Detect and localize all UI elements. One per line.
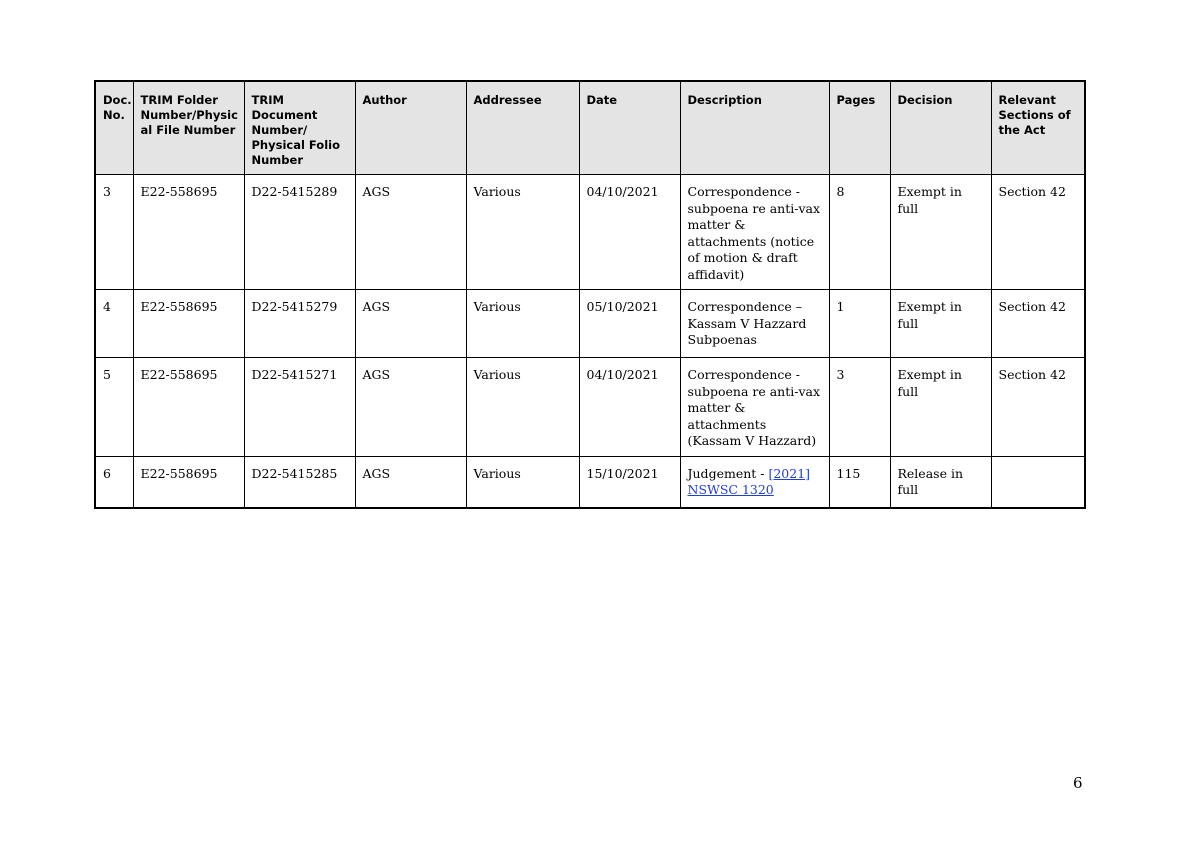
- cell-trim-document: D22-5415285: [244, 456, 355, 508]
- cell-trim-folder: E22-558695: [133, 290, 244, 358]
- cell-doc-no: 6: [95, 456, 133, 508]
- cell-trim-folder: E22-558695: [133, 358, 244, 457]
- cell-description: Correspondence - subpoena re anti-vax matter & attachments (Kassam V Hazzard): [680, 358, 829, 457]
- cell-date: 15/10/2021: [579, 456, 680, 508]
- cell-pages: 115: [829, 456, 890, 508]
- table-header-row: [95, 81, 1085, 175]
- cell-addressee: Various: [466, 175, 579, 290]
- cell-description: Correspondence – Kassam V Hazzard Subpoenas: [680, 290, 829, 358]
- cell-doc-no: 5: [95, 358, 133, 457]
- cell-doc-no: 3: [95, 175, 133, 290]
- table-row: [95, 456, 1085, 508]
- cell-description: Correspondence - subpoena re anti-vax matter & attachments (notice of motion & draft affidavit): [680, 175, 829, 290]
- cell-doc-no: 4: [95, 290, 133, 358]
- cell-date: 04/10/2021: [579, 358, 680, 457]
- cell-description: [680, 456, 829, 508]
- cell-pages: 1: [829, 290, 890, 358]
- header-addressee: Addressee: [466, 81, 579, 175]
- documents-table: [94, 80, 1086, 509]
- header-description: Description: [680, 81, 829, 175]
- cell-author: AGS: [355, 290, 466, 358]
- cell-addressee: Various: [466, 456, 579, 508]
- header-trim-document: TRIM Document Number/ Physical Folio Number: [244, 81, 355, 175]
- cell-trim-folder: E22-558695: [133, 456, 244, 508]
- cell-decision: Release in full: [890, 456, 991, 508]
- page-number: 6: [1073, 774, 1083, 792]
- cell-decision: Exempt in full: [890, 175, 991, 290]
- cell-decision: Exempt in full: [890, 290, 991, 358]
- cell-addressee: Various: [466, 290, 579, 358]
- cell-trim-folder: E22-558695: [133, 175, 244, 290]
- cell-decision: Exempt in full: [890, 358, 991, 457]
- cell-author: AGS: [355, 358, 466, 457]
- header-date: Date: [579, 81, 680, 175]
- table-row: [95, 358, 1085, 457]
- cell-addressee: Various: [466, 358, 579, 457]
- cell-date: 05/10/2021: [579, 290, 680, 358]
- judgement-link[interactable]: [2021] NSWSC 1320: [687, 465, 811, 497]
- header-doc-no: Doc. No.: [95, 81, 133, 175]
- cell-relevant-sections: Section 42: [991, 358, 1085, 457]
- header-decision: Decision: [890, 81, 991, 175]
- cell-pages: 8: [829, 175, 890, 290]
- header-author: Author: [355, 81, 466, 175]
- cell-trim-document: D22-5415271: [244, 358, 355, 457]
- cell-author: AGS: [355, 175, 466, 290]
- table-row: [95, 290, 1085, 358]
- cell-trim-document: D22-5415279: [244, 290, 355, 358]
- header-trim-folder: TRIM Folder Number/Physic al File Number: [133, 81, 244, 175]
- description-text: Judgement -: [687, 465, 769, 481]
- cell-relevant-sections: Section 42: [991, 175, 1085, 290]
- cell-relevant-sections: [991, 456, 1085, 508]
- cell-trim-document: D22-5415289: [244, 175, 355, 290]
- header-pages: Pages: [829, 81, 890, 175]
- cell-author: AGS: [355, 456, 466, 508]
- cell-pages: 3: [829, 358, 890, 457]
- header-relevant-sections: Relevant Sections of the Act: [991, 81, 1085, 175]
- table-row: [95, 175, 1085, 290]
- cell-date: 04/10/2021: [579, 175, 680, 290]
- cell-relevant-sections: Section 42: [991, 290, 1085, 358]
